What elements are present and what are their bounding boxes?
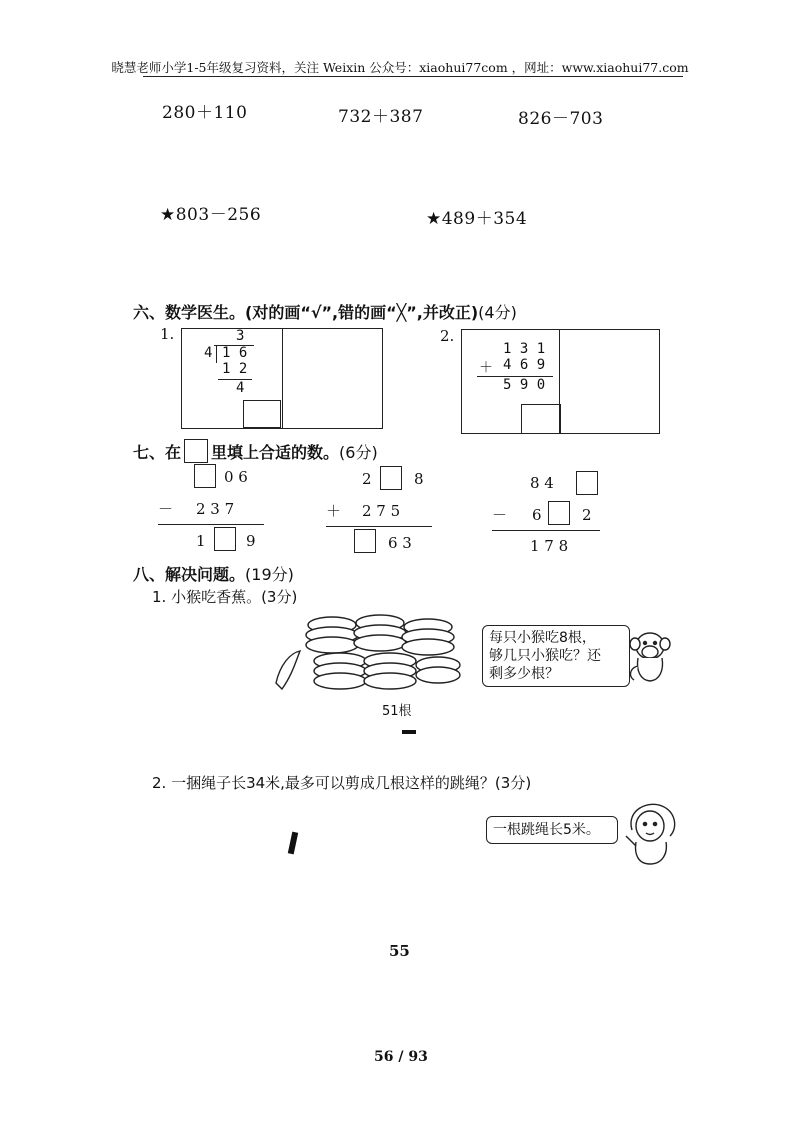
section-6-title-text: 六、数学医生。(对的画“√”,错的画“╳”,并改正) bbox=[133, 303, 479, 322]
result-bar bbox=[158, 524, 264, 525]
quotient: 3 bbox=[236, 328, 245, 344]
answer-box[interactable] bbox=[576, 471, 598, 495]
dividend: 1 6 bbox=[222, 345, 248, 361]
addend-1: 1 3 1 bbox=[503, 341, 546, 357]
answer-box[interactable] bbox=[354, 529, 376, 553]
bubble-line: 剩多少根？ bbox=[489, 666, 559, 682]
ink-mark bbox=[288, 832, 298, 855]
section-7-title bbox=[133, 439, 378, 463]
calc-expression: 732＋387 bbox=[338, 107, 424, 127]
section-7-title-b: 里填上合适的数。 bbox=[211, 442, 340, 462]
pager: 56 / 93 bbox=[374, 1049, 428, 1065]
result-bar bbox=[492, 530, 600, 531]
question-2: 2. 一捆绳子长34米,最多可以剪成几根这样的跳绳？(3分) bbox=[152, 774, 532, 792]
check-box[interactable] bbox=[243, 400, 281, 428]
subtrahend: 1 2 bbox=[222, 361, 248, 377]
section-8-title-text: 八、解决问题。 bbox=[133, 565, 246, 584]
digits: 0 6 bbox=[224, 468, 248, 486]
plus-sign: ＋ bbox=[479, 360, 493, 376]
subtraction-bar bbox=[218, 379, 252, 380]
calc-expression-starred: ★489＋354 bbox=[426, 209, 528, 229]
section-8-points: (19分) bbox=[245, 565, 294, 584]
page-number: 55 bbox=[389, 942, 410, 960]
digit: 2 bbox=[362, 470, 372, 488]
addend-2: 4 6 9 bbox=[503, 357, 546, 373]
calc-expression-starred: ★803－256 bbox=[160, 205, 262, 225]
page-header: 晓慧老师小学1-5年级复习资料，关注 Weixin 公众号：xiaohui77com ，网址：www.xiaohui77.com bbox=[111, 60, 689, 75]
box-divider bbox=[282, 328, 283, 428]
digit: 2 bbox=[582, 506, 592, 524]
section-6-title bbox=[133, 300, 517, 323]
section-8-title bbox=[133, 562, 294, 585]
result-bar bbox=[326, 526, 432, 527]
question-1: 1. 小猴吃香蕉。(3分) bbox=[152, 588, 298, 606]
answer-box[interactable] bbox=[548, 501, 570, 525]
digit: 8 bbox=[414, 470, 424, 488]
digits: 6 3 bbox=[388, 534, 412, 552]
minus-sign: － bbox=[158, 500, 174, 518]
digits: 8 4 bbox=[530, 474, 554, 492]
calc-expression: 826－703 bbox=[518, 109, 604, 129]
digits: 2 3 7 bbox=[196, 500, 235, 518]
plus-sign: ＋ bbox=[326, 502, 342, 520]
section-7-title-a: 七、在 bbox=[133, 442, 182, 462]
problem-label: 1. bbox=[160, 325, 175, 343]
section-6-points: (4分) bbox=[478, 303, 517, 322]
digit: 1 bbox=[196, 532, 206, 550]
digits: 2 7 5 bbox=[362, 502, 401, 520]
calc-expression: 280＋110 bbox=[162, 103, 248, 123]
section-7-points: (6分) bbox=[339, 442, 378, 462]
check-box[interactable] bbox=[521, 404, 561, 434]
answer-box[interactable] bbox=[380, 466, 402, 490]
girl-icon bbox=[618, 800, 688, 866]
single-banana-icon bbox=[276, 651, 300, 689]
bubble-line: 每只小猴吃8根， bbox=[489, 630, 596, 646]
speech-bubble bbox=[482, 625, 630, 687]
sum: 5 9 0 bbox=[503, 377, 546, 393]
monkey-icon bbox=[626, 628, 676, 684]
division-bracket bbox=[216, 345, 217, 363]
speech-bubble: 一根跳绳长5米。 bbox=[486, 816, 618, 844]
ink-mark bbox=[402, 730, 416, 734]
digit: 9 bbox=[246, 532, 256, 550]
problem-label: 2. bbox=[440, 327, 455, 345]
remainder: 4 bbox=[236, 380, 245, 396]
answer-box[interactable] bbox=[194, 464, 216, 488]
blank-box-icon bbox=[184, 439, 208, 463]
header-divider bbox=[143, 76, 683, 77]
digits: 1 7 8 bbox=[530, 537, 569, 555]
banana-count-caption: 51根 bbox=[382, 704, 412, 719]
minus-sign: － bbox=[492, 506, 508, 524]
answer-box[interactable] bbox=[214, 527, 236, 551]
bubble-line: 够几只小猴吃？还 bbox=[489, 648, 601, 664]
digit: 6 bbox=[532, 506, 542, 524]
divisor: 4 bbox=[204, 345, 213, 361]
banana-bunches-icon bbox=[270, 605, 470, 705]
